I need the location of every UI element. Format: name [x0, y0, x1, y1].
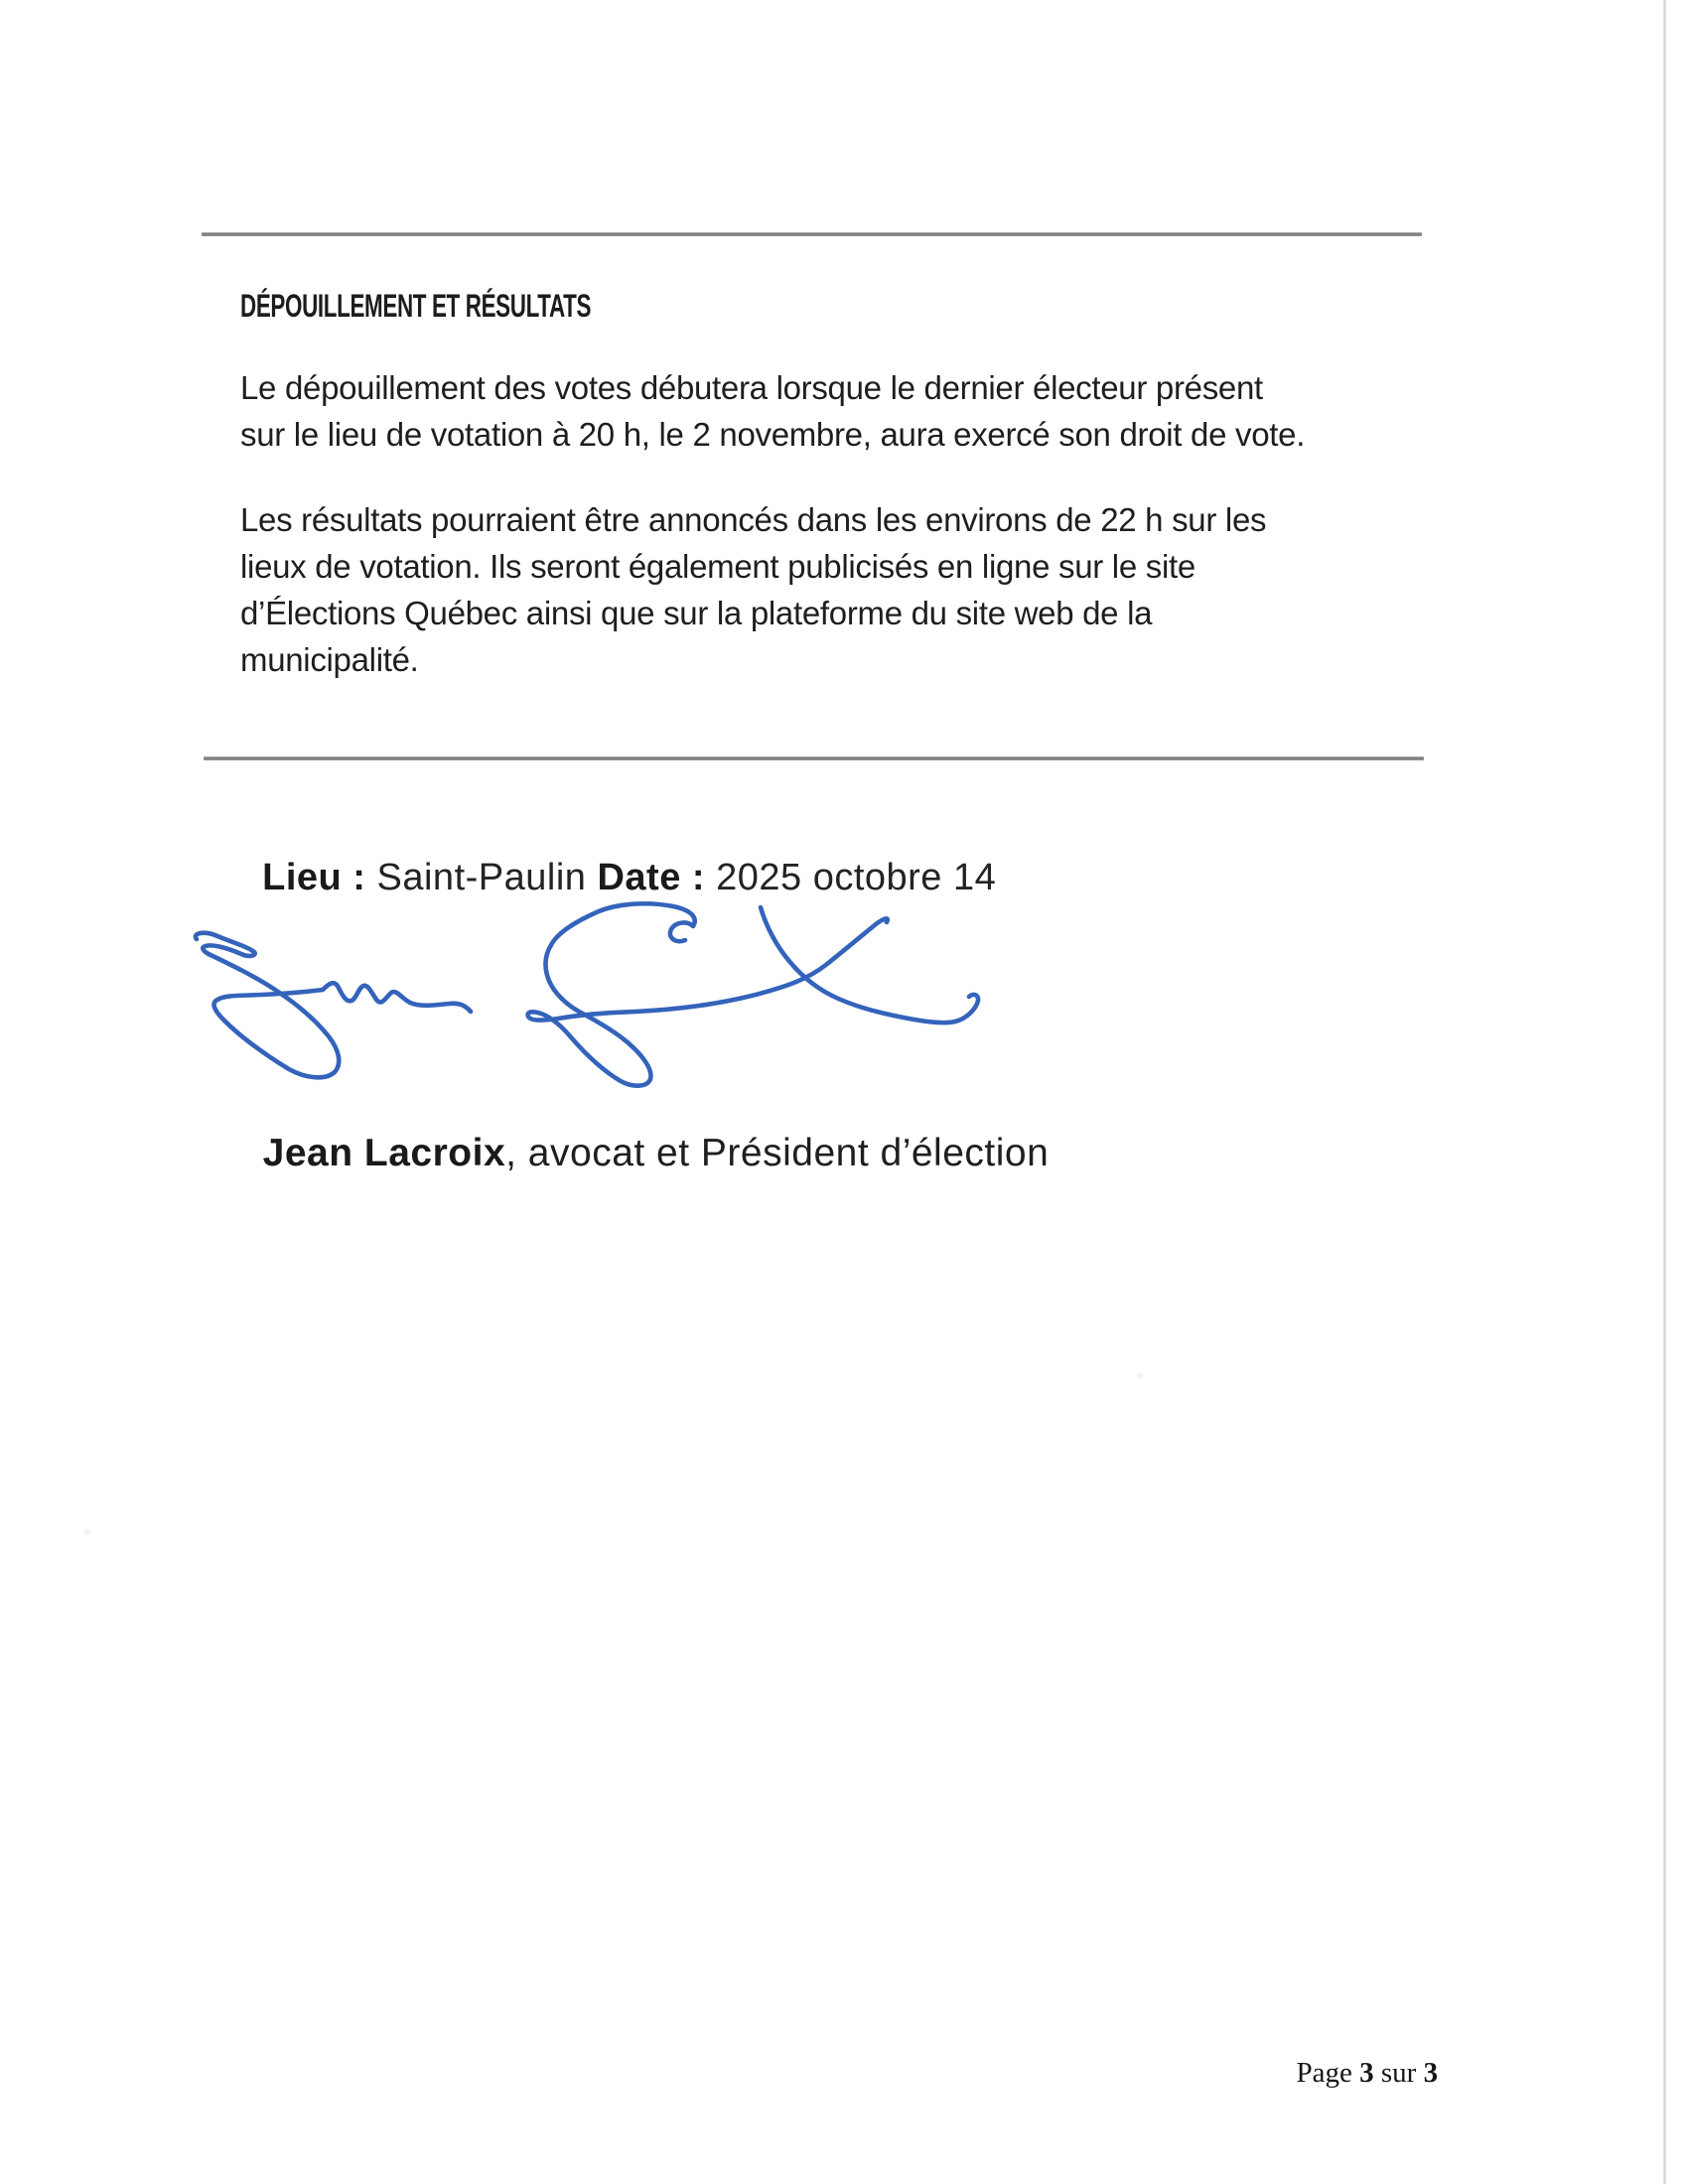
signature-first-name-stroke — [196, 933, 471, 1078]
signature-cross-stroke — [761, 907, 978, 1023]
scan-speck — [1137, 1373, 1144, 1378]
paragraph-line: lieux de votation. Ils seront également publicisés en ligne sur le site — [240, 548, 1196, 585]
footer-page-number: 3 — [1359, 2057, 1374, 2089]
location-value: Saint-Paulin — [365, 857, 598, 898]
paragraph-line: sur le lieu de votation à 20 h, le 2 novembre, aura exercé son droit de vote. — [240, 416, 1306, 453]
paragraph-line: d’Élections Québec ainsi que sur la plateforme du site web de la — [240, 595, 1153, 631]
signature-last-name-stroke — [528, 903, 888, 1085]
paragraph-depouillement — [240, 364, 1305, 458]
footer-separator: sur — [1373, 2057, 1424, 2089]
paragraph-resultats — [240, 496, 1266, 683]
footer-page-word: Page — [1296, 2057, 1360, 2089]
scan-speck — [83, 1530, 90, 1535]
signature-section-divider — [204, 756, 1424, 760]
location-date-line — [240, 814, 996, 899]
signatory-line — [240, 1088, 1049, 1175]
paragraph-line: Le dépouillement des votes débutera lorsque le dernier électeur présent — [240, 369, 1263, 406]
date-value: 2025 octobre 14 — [705, 857, 997, 898]
signatory-title: , avocat et Président d’élection — [505, 1132, 1050, 1174]
paragraph-line: Les résultats pourraient être annoncés dans les environs de 22 h sur les — [240, 501, 1267, 538]
date-label: Date : — [597, 857, 706, 898]
location-label: Lieu : — [262, 857, 366, 898]
paragraph-line: municipalité. — [240, 641, 419, 678]
signatory-name: Jean Lacroix — [262, 1132, 506, 1174]
scan-edge-artifact — [1663, 0, 1666, 2184]
page-footer — [1282, 2024, 1438, 2090]
section-heading: DÉPOUILLEMENT ET RÉSULTATS — [240, 288, 592, 324]
footer-total-pages: 3 — [1423, 2057, 1439, 2089]
top-section-divider — [202, 232, 1422, 236]
